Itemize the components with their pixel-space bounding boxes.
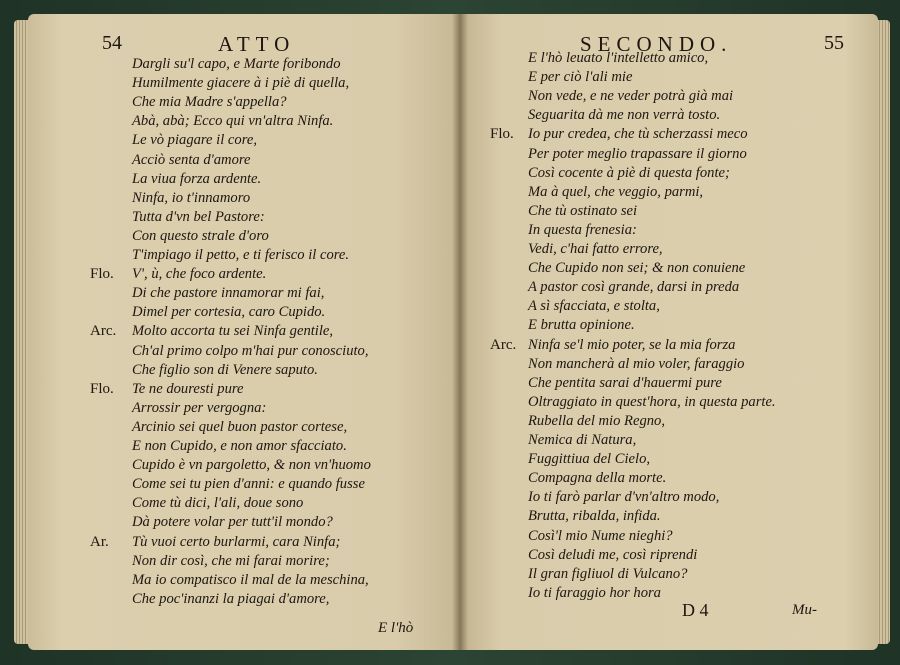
right-catchword: Mu- bbox=[792, 602, 817, 618]
left-running-head: ATTO bbox=[218, 32, 296, 56]
verse-line: Per poter meglio trapassare il giorno bbox=[528, 145, 747, 162]
verse-line: Come sei tu pien d'anni: e quando fusse bbox=[132, 476, 365, 493]
speaker-label: Flo. bbox=[490, 126, 514, 143]
verse-line: A pastor così grande, darsi in preda bbox=[528, 279, 740, 296]
verse-line: Compagna della morte. bbox=[528, 470, 667, 487]
verse-line: Che Cupido non sei; & non conuiene bbox=[528, 260, 746, 277]
verse-line: E per ciò l'ali mie bbox=[528, 69, 633, 86]
verse-line: Dà potere volar per tutt'il mondo? bbox=[132, 514, 333, 531]
verse-line: Ma à quel, che veggio, parmi, bbox=[528, 183, 704, 200]
verse-line: Tutta d'vn bel Pastore: bbox=[132, 208, 265, 225]
verse-line: Che tù ostinato sei bbox=[528, 202, 638, 219]
verse-line: E non Cupido, e non amor sfacciato. bbox=[132, 438, 347, 454]
verse-line: Molto accorta tu sei Ninfa gentile, bbox=[132, 323, 334, 340]
verse-line: Che pentita sarai d'hauermi pure bbox=[528, 374, 722, 391]
verse-line: Ninfa, io t'innamoro bbox=[132, 189, 251, 206]
verse-line: Fuggittiua del Cielo, bbox=[528, 451, 651, 468]
right-page-number: 55 bbox=[824, 32, 844, 54]
verse-line: Ninfa se'l mio poter, se la mia forza bbox=[528, 336, 736, 353]
speaker-label: Ar. bbox=[90, 533, 109, 550]
verse-line: Che figlio son di Venere saputo. bbox=[132, 361, 318, 378]
right-page-edges bbox=[876, 20, 890, 644]
left-catchword: E l'hò bbox=[378, 620, 414, 636]
verse-line: Arrossir per vergogna: bbox=[132, 399, 267, 416]
verse-line: Tù vuoi certo burlarmi, cara Ninfa; bbox=[132, 533, 341, 550]
verse-line: V', ù, che foco ardente. bbox=[132, 266, 267, 283]
verse-line: Il gran figliuol di Vulcano? bbox=[528, 565, 688, 582]
verse-line: E l'hò leuato l'intelletto amico, bbox=[528, 50, 709, 66]
verse-line: Di che pastore innamorar mi fai, bbox=[132, 285, 325, 302]
verse-line: A sì sfacciata, e stolta, bbox=[528, 298, 660, 315]
verse-line: Cupido è vn pargoletto, & non vn'huomo bbox=[132, 457, 371, 474]
verse-line: Humilmente giacere à i piè di quella, bbox=[132, 75, 350, 92]
speaker-label: Flo. bbox=[90, 266, 114, 283]
verse-line: Abà, abà; Ecco qui vn'altra Ninfa. bbox=[132, 113, 334, 130]
verse-line: Dimel per cortesia, caro Cupido. bbox=[132, 304, 326, 321]
verse-line: Seguarita dà me non verrà tosto. bbox=[528, 107, 721, 124]
verse-line: Le vò piagare il core, bbox=[132, 132, 257, 149]
gutter-shadow bbox=[452, 14, 468, 650]
verse-line: Non mancherà al mio voler, faraggio bbox=[528, 355, 745, 372]
left-page-number: 54 bbox=[102, 32, 122, 54]
verse-line: Nemica di Natura, bbox=[528, 432, 637, 448]
verse-line: Non vede, e ne veder potrà già mai bbox=[528, 88, 734, 105]
verse-line: T'impiago il petto, e ti ferisco il core. bbox=[132, 247, 350, 263]
signature-mark: D 4 bbox=[682, 600, 709, 620]
verse-line: Io pur credea, che tù scherzassi meco bbox=[528, 126, 748, 143]
right-running-head: SECONDO. bbox=[580, 32, 733, 56]
verse-line: Vedi, c'hai fatto errore, bbox=[528, 241, 663, 257]
verse-line: Arcinio sei quel buon pastor cortese, bbox=[132, 418, 348, 435]
verse-line: Te ne douresti pure bbox=[132, 380, 244, 397]
verse-line: E brutta opinione. bbox=[528, 317, 635, 334]
verse-line: Rubella del mio Regno, bbox=[528, 412, 665, 429]
verse-line: Oltraggiato in quest'hora, in questa parte. bbox=[528, 393, 776, 410]
speaker-label: Arc. bbox=[90, 323, 117, 340]
speaker-label: Flo. bbox=[90, 380, 114, 397]
verse-line: Dargli su'l capo, e Marte foribondo bbox=[132, 56, 341, 72]
left-page bbox=[28, 14, 460, 650]
verse-line: Così'l mio Nume nieghi? bbox=[528, 527, 673, 544]
verse-line: Che mia Madre s'appella? bbox=[132, 94, 287, 111]
verse-line: Così deludi me, così riprendi bbox=[528, 546, 698, 563]
verse-line: In questa frenesia: bbox=[528, 221, 637, 238]
right-page bbox=[460, 14, 878, 650]
verse-line: Come tù dici, l'ali, doue sono bbox=[132, 495, 304, 512]
verse-line: Ma io compatisco il mal de la meschina, bbox=[132, 571, 369, 588]
speaker-label: Arc. bbox=[490, 336, 517, 353]
verse-line: Con questo strale d'oro bbox=[132, 227, 269, 244]
verse-line: Non dir così, che mi farai morire; bbox=[132, 552, 330, 569]
verse-line: Acciò senta d'amore bbox=[132, 151, 251, 168]
verse-line: Io ti faraggio hor hora bbox=[528, 584, 661, 601]
verse-line: Io ti farò parlar d'vn'altro modo, bbox=[528, 489, 720, 506]
verse-line: La viua forza ardente. bbox=[132, 170, 262, 187]
verse-line: Brutta, ribalda, infida. bbox=[528, 508, 661, 525]
verse-line: Così cocente à piè di questa fonte; bbox=[528, 164, 730, 181]
verse-line: Che poc'inanzi la piagai d'amore, bbox=[132, 590, 330, 607]
verse-line: Ch'al primo colpo m'hai pur conosciuto, bbox=[132, 342, 369, 359]
